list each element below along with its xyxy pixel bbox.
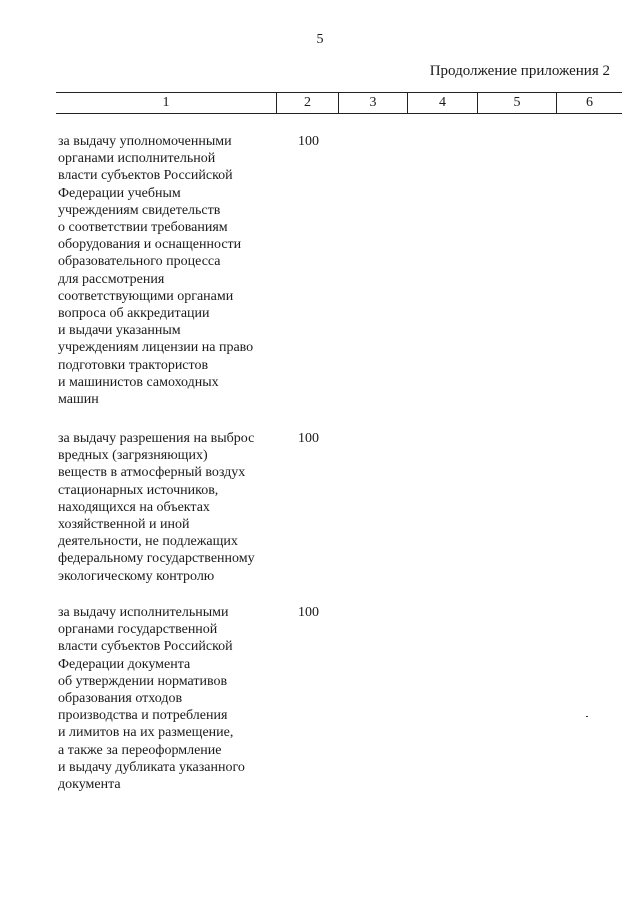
fee-value: 100 (298, 605, 319, 620)
fee-value: 100 (298, 134, 319, 149)
header-row (56, 93, 622, 114)
fee-description: за выдачу уполномоченными органами исполнительной власти субъектов Российской Федерации учебным учреждениям свидетельств о соответствии требованиям оборудования и оснащенности образовательного процесса для рассмотрения соответствующими органами вопроса об аккредитации и выдачи указанным учреждениям лицензии на право подготовки трактористов и машинистов самоходных машин (58, 134, 254, 408)
continuation-label: Продолжение приложения 2 (429, 63, 610, 79)
header-col-1: 1 (56, 93, 277, 114)
header-col-6: 6 (557, 93, 623, 114)
header-col-2: 2 (277, 93, 339, 114)
fee-description: за выдачу исполнительными органами государственной власти субъектов Российской Федерации документа об утверждении нормативов образования отходов производства и потребления и лимитов на их размещение, а также за переоформление и выдачу дубликата указанного документа (58, 605, 245, 793)
fee-value: 100 (298, 431, 319, 446)
header-col-3: 3 (339, 93, 408, 114)
header-col-4: 4 (408, 93, 478, 114)
page-number: 5 (316, 32, 324, 47)
scan-speck (586, 716, 588, 717)
fee-description: за выдачу разрешения на выброс вредных (загрязняющих) веществ в атмосферный воздух стационарных источников, находящихся на объектах хозяйственной и иной деятельности, не подлежащих федеральному государственному экологическому контролю (58, 431, 255, 584)
header-col-5: 5 (478, 93, 557, 114)
column-header-table (56, 92, 622, 114)
